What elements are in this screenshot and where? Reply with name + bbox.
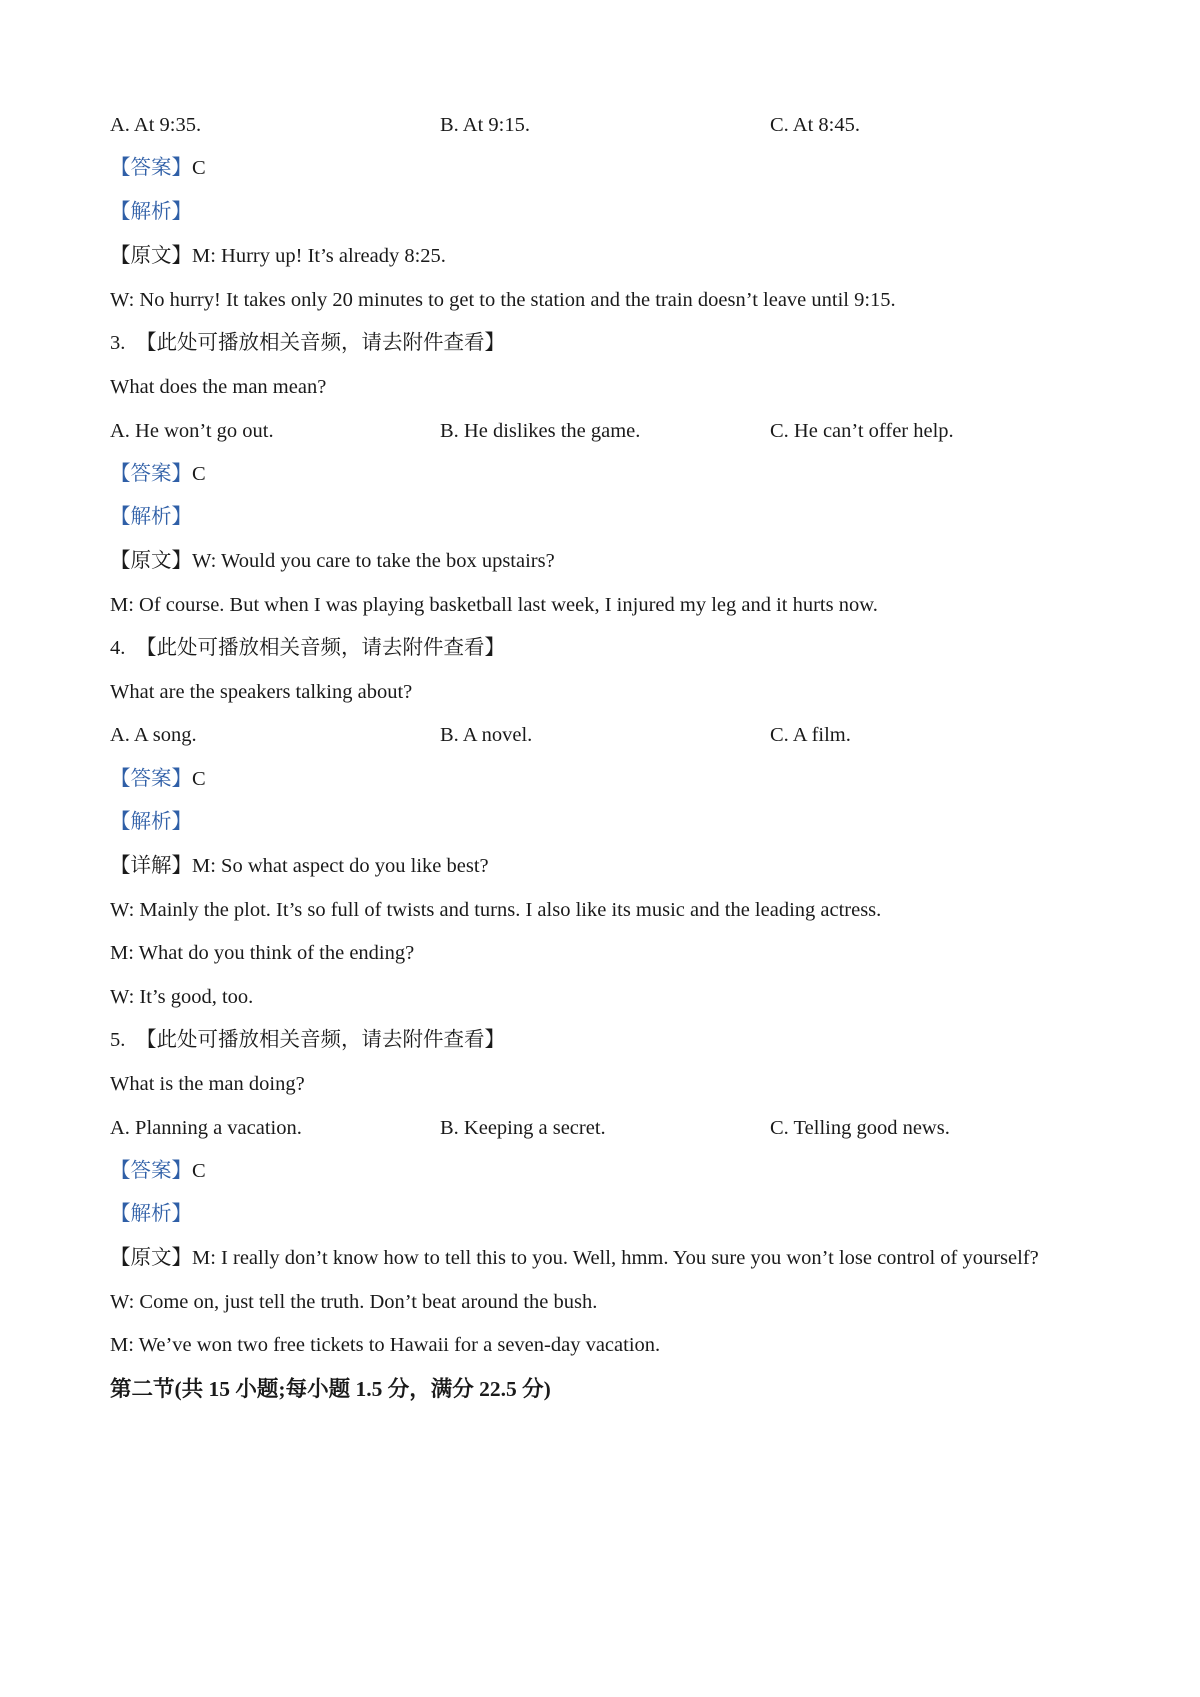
transcript-line xyxy=(110,1288,1140,1316)
section-heading xyxy=(110,1375,1140,1403)
answer-line xyxy=(110,765,1140,793)
option-b: B. A novel. xyxy=(440,724,533,746)
question-stem: What is the man doing? xyxy=(110,1073,305,1095)
answer-value: C xyxy=(192,157,206,179)
question-number: 4. xyxy=(110,637,126,659)
analysis-line xyxy=(110,503,1140,531)
analysis-line xyxy=(110,1200,1140,1228)
transcript-text: W: Come on, just tell the truth. Don’t beat around the bush. xyxy=(110,1291,598,1313)
transcript-text: M: What do you think of the ending? xyxy=(110,942,415,964)
question-text xyxy=(110,678,1140,706)
question-header xyxy=(110,1026,1140,1054)
question-stem: What are the speakers talking about? xyxy=(110,681,413,703)
transcript-text: M: So what aspect do you like best? xyxy=(192,855,489,877)
analysis-tag: 【解析】 xyxy=(110,201,192,223)
answer-value: C xyxy=(192,1160,206,1182)
transcript-text: M: I really don’t know how to tell this to you. Well, hmm. You sure you won’t lose control of yourself? xyxy=(192,1247,1039,1269)
answer-tag: 【答案】 xyxy=(110,768,192,790)
question-number: 3. xyxy=(110,332,126,354)
option-c: C. Telling good news. xyxy=(770,1117,950,1139)
question-number: 5. xyxy=(110,1029,126,1051)
analysis-tag: 【解析】 xyxy=(110,811,192,833)
analysis-line xyxy=(110,198,1140,226)
transcript-line xyxy=(110,896,1140,924)
answer-tag: 【答案】 xyxy=(110,1160,192,1182)
analysis-line xyxy=(110,808,1140,836)
transcript-tag: 【原文】 xyxy=(110,245,192,267)
option-a: A. Planning a vacation. xyxy=(110,1117,302,1139)
analysis-tag: 【解析】 xyxy=(110,506,192,528)
transcript-tag: 【原文】 xyxy=(110,1247,192,1269)
question-text xyxy=(110,373,1140,401)
answer-line xyxy=(110,1157,1140,1185)
transcript-line xyxy=(110,591,1140,619)
explanation-line xyxy=(110,852,1140,880)
transcript-text: W: Would you care to take the box upstairs? xyxy=(192,550,555,572)
option-c: C. At 8:45. xyxy=(770,114,860,136)
transcript-line xyxy=(110,242,1140,270)
option-b: B. He dislikes the game. xyxy=(440,420,641,442)
transcript-line xyxy=(110,939,1140,967)
answer-value: C xyxy=(192,768,206,790)
transcript-text: W: Mainly the plot. It’s so full of twists and turns. I also like its music and the leading actress. xyxy=(110,899,882,921)
transcript-text: M: We’ve won two free tickets to Hawaii for a seven-day vacation. xyxy=(110,1334,661,1356)
audio-placeholder: 【此处可播放相关音频，请去附件查看】 xyxy=(136,637,505,659)
transcript-line xyxy=(110,547,1140,575)
analysis-tag: 【解析】 xyxy=(110,1203,192,1225)
option-c: C. He can’t offer help. xyxy=(770,420,954,442)
transcript-line xyxy=(110,983,1140,1011)
transcript-text: W: No hurry! It takes only 20 minutes to get to the station and the train doesn’t leave until 9:15. xyxy=(110,289,896,311)
option-b: B. Keeping a secret. xyxy=(440,1117,606,1139)
transcript-tag: 【原文】 xyxy=(110,550,192,572)
explanation-tag: 【详解】 xyxy=(110,855,192,877)
answer-line xyxy=(110,460,1140,488)
question-header xyxy=(110,634,1140,662)
answer-tag: 【答案】 xyxy=(110,157,192,179)
answer-value: C xyxy=(192,463,206,485)
audio-placeholder: 【此处可播放相关音频，请去附件查看】 xyxy=(136,1029,505,1051)
transcript-text: W: It’s good, too. xyxy=(110,986,254,1008)
option-a: A. He won’t go out. xyxy=(110,420,274,442)
question-text xyxy=(110,1070,1140,1098)
option-a: A. At 9:35. xyxy=(110,114,202,136)
question-stem: What does the man mean? xyxy=(110,376,327,398)
section-heading-text: 第二节(共 15 小题;每小题 1.5 分，满分 22.5 分) xyxy=(110,1377,551,1401)
transcript-text: M: Hurry up! It’s already 8:25. xyxy=(192,245,446,267)
option-b: B. At 9:15. xyxy=(440,114,530,136)
transcript-line xyxy=(110,1244,1140,1272)
transcript-line xyxy=(110,286,1140,314)
answer-line xyxy=(110,154,1140,182)
transcript-line xyxy=(110,1331,1140,1359)
audio-placeholder: 【此处可播放相关音频，请去附件查看】 xyxy=(136,332,505,354)
question-header xyxy=(110,329,1140,357)
transcript-text: M: Of course. But when I was playing basketball last week, I injured my leg and it hurts now. xyxy=(110,594,878,616)
option-c: C. A film. xyxy=(770,724,851,746)
answer-tag: 【答案】 xyxy=(110,463,192,485)
option-a: A. A song. xyxy=(110,724,197,746)
